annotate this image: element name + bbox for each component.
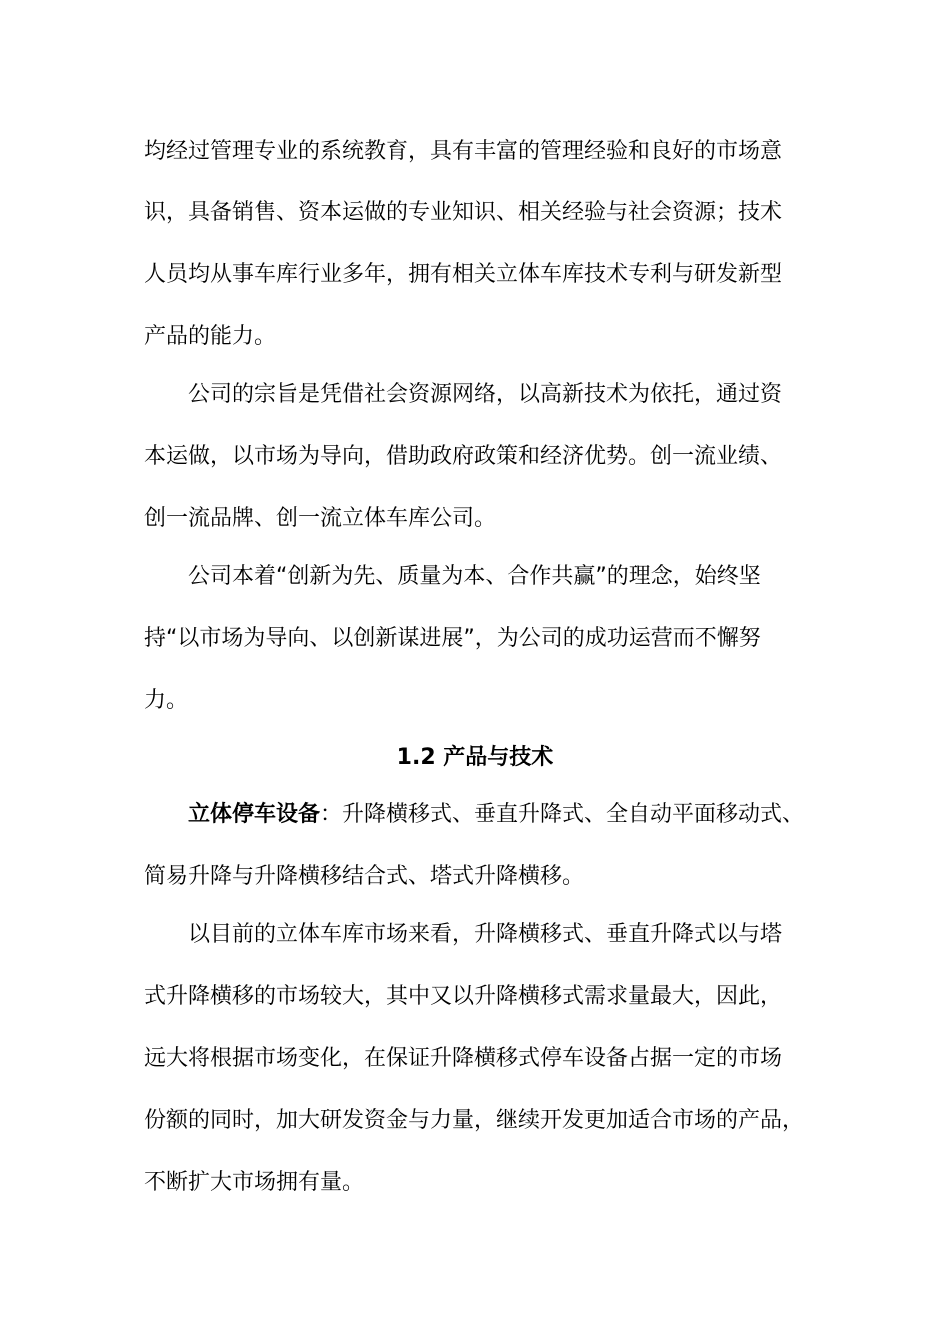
paragraph-5-line-4: 份额的同时，加大研发资金与力量，继续开发更加适合市场的产品， <box>144 1108 805 1133</box>
term-parking-equipment: 立体停车设备 <box>188 802 321 827</box>
paragraph-2-line-1: 公司的宗旨是凭借社会资源网络，以高新技术为依托，通过资 <box>188 382 783 407</box>
paragraph-2-line-3: 创一流品牌、创一流立体车库公司。 <box>144 506 497 531</box>
paragraph-2-line-2: 本运做，以市场为导向，借助政府政策和经济优势。创一流业绩、 <box>144 444 783 469</box>
paragraph-3-line-1: 公司本着“创新为先、质量为本、合作共赢”的理念，始终坚 <box>188 564 761 589</box>
paragraph-1-line-3: 人员均从事车库行业多年，拥有相关立体车库技术专利与研发新型 <box>144 262 783 287</box>
paragraph-5-line-3: 远大将根据市场变化，在保证升降横移式停车设备占据一定的市场 <box>144 1046 783 1071</box>
paragraph-4-line-1-rest: ：升降横移式、垂直升降式、全自动平面移动式、 <box>320 802 805 827</box>
paragraph-3-line-3: 力。 <box>144 688 189 713</box>
paragraph-1-line-4: 产品的能力。 <box>144 324 277 349</box>
paragraph-3-line-2: 持“以市场为导向、以创新谋进展”，为公司的成功运营而不懈努 <box>144 626 761 651</box>
paragraph-1-line-1: 均经过管理专业的系统教育，具有丰富的管理经验和良好的市场意 <box>144 139 783 164</box>
paragraph-1-line-2: 识，具备销售、资本运做的专业知识、相关经验与社会资源；技术 <box>144 200 783 225</box>
section-heading: 1.2 产品与技术 <box>396 745 554 770</box>
paragraph-5-line-5: 不断扩大市场拥有量。 <box>144 1170 365 1195</box>
paragraph-4-line-1 <box>188 800 868 830</box>
paragraph-5-line-2: 式升降横移的市场较大，其中又以升降横移式需求量最大，因此， <box>144 984 783 1009</box>
paragraph-4-line-2: 简易升降与升降横移结合式、塔式升降横移。 <box>144 864 585 889</box>
paragraph-5-line-1: 以目前的立体车库市场来看，升降横移式、垂直升降式以与塔 <box>188 922 783 947</box>
